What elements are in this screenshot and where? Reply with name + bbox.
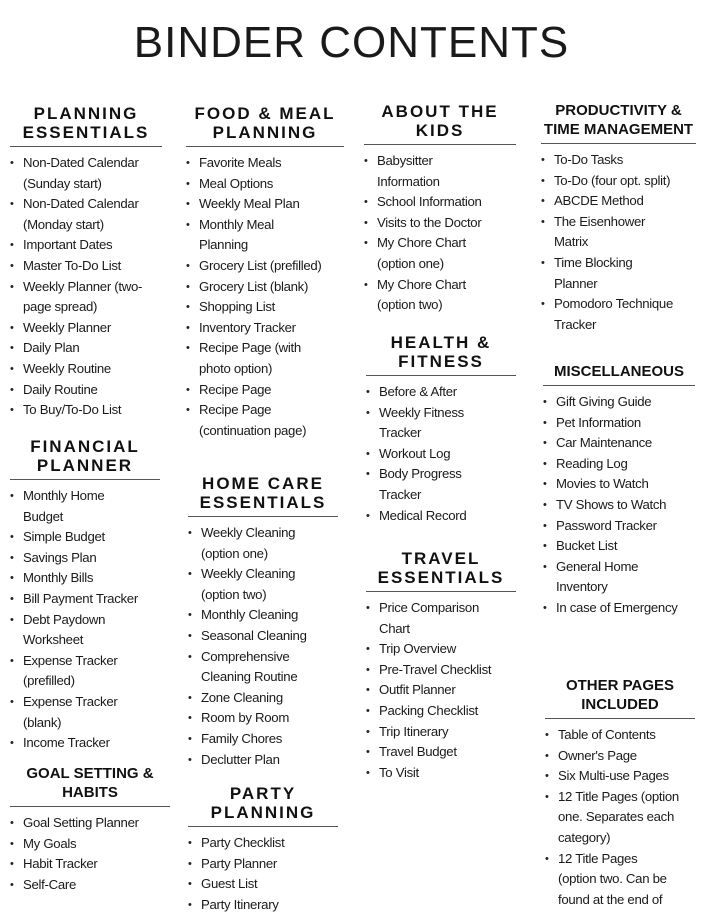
list-item-text: • Recipe Page (with <box>199 340 301 356</box>
list-item-text: • Favorite Meals <box>199 155 282 170</box>
list-item-text: • My Chore Chart <box>377 276 466 292</box>
section-heading <box>366 333 516 373</box>
list-item-text: • The Eisenhower <box>554 213 646 229</box>
list-item-text: • Party Planner <box>201 855 277 871</box>
heading-divider <box>10 146 162 147</box>
section-heading-line: ESSENTIALS <box>377 568 505 587</box>
list-item-text: • To-Do Tasks <box>554 152 624 167</box>
list-item-text: • Weekly Planner (two- <box>23 278 143 294</box>
list-item-text: • 12 Title Pages (option <box>558 788 679 804</box>
list-item-text: • ABCDE Method <box>554 193 644 209</box>
list-item-text: Tracker <box>554 316 597 332</box>
list-item-text: • My Chore Chart <box>377 235 466 251</box>
list-item <box>545 725 695 746</box>
section-heading <box>10 437 160 477</box>
list-item-text: • Babysitter <box>377 153 433 168</box>
section-goals <box>10 764 170 895</box>
item-list <box>543 392 695 619</box>
section-heading-line: INCLUDED <box>581 696 659 713</box>
list-item-text: • Trip Overview <box>379 641 456 657</box>
list-item-text: • Bucket List <box>556 538 618 554</box>
list-item <box>188 729 338 750</box>
list-item <box>10 854 170 875</box>
section-heading-line: FOOD & MEAL <box>194 104 336 123</box>
list-item <box>186 380 344 401</box>
list-item-text: • Bill Payment Tracker <box>23 590 138 606</box>
list-item-text: • Shopping List <box>199 299 276 315</box>
list-item <box>543 392 695 413</box>
list-item <box>10 568 160 589</box>
heading-divider <box>543 385 695 386</box>
list-item <box>541 294 696 335</box>
list-item-text: • Expense Tracker <box>23 652 118 668</box>
list-item <box>188 750 338 771</box>
section-heading-line: PLANNING <box>212 123 318 142</box>
heading-divider <box>188 516 338 517</box>
heading-divider <box>10 806 170 807</box>
list-item-text: • Packing Checklist <box>379 702 478 718</box>
list-item-text: • Car Maintenance <box>556 435 652 451</box>
list-item <box>10 733 160 754</box>
list-item-text: • Seasonal Cleaning <box>201 627 307 643</box>
list-item <box>188 854 338 875</box>
list-item <box>366 464 516 505</box>
list-item <box>366 722 516 743</box>
list-item <box>543 474 695 495</box>
section-heading-line: HABITS <box>62 784 118 801</box>
list-item-text: (Sunday start) <box>23 175 102 191</box>
list-item-text: Tracker <box>379 425 422 441</box>
list-item-text: • Simple Budget <box>23 529 105 545</box>
list-item-text: • Important Dates <box>23 237 113 253</box>
list-item <box>10 813 170 834</box>
list-item-text: • Party Checklist <box>201 835 285 850</box>
list-item-text: • Body Progress <box>379 466 462 482</box>
list-item-text: • Medical Record <box>379 507 467 523</box>
list-item-text: • Habit Tracker <box>23 856 98 872</box>
list-item-text: • Reading Log <box>556 455 628 471</box>
list-item <box>188 564 338 605</box>
section-heading-line: FINANCIAL <box>30 437 140 456</box>
list-item <box>188 874 338 895</box>
item-list <box>364 151 516 316</box>
list-item <box>543 495 695 516</box>
list-item <box>10 400 162 421</box>
list-item-text: • Declutter Plan <box>201 751 280 767</box>
list-item <box>10 235 162 256</box>
list-item <box>10 338 162 359</box>
section-planning <box>10 104 162 421</box>
list-item-text: (continuation page) <box>199 422 307 438</box>
list-item <box>188 833 338 854</box>
heading-divider <box>366 591 516 592</box>
list-item-text: • Savings Plan <box>23 549 97 565</box>
list-item-text: • To Visit <box>379 764 419 780</box>
section-heading-line: MISCELLANEOUS <box>553 363 684 380</box>
list-item-text: • In case of Emergency <box>556 599 678 615</box>
list-item <box>188 647 338 688</box>
list-item <box>186 297 344 318</box>
section-heading-line: HEALTH & <box>390 333 492 352</box>
list-item-text: • Recipe Page <box>199 381 272 397</box>
list-item-text: • 12 Title Pages <box>558 850 638 866</box>
list-item-text: • Monthly Cleaning <box>201 607 299 623</box>
list-item-text: Planner <box>554 275 598 291</box>
list-item-text: • To Buy/To-Do List <box>23 402 122 418</box>
item-list <box>188 523 338 770</box>
list-item-text: • My Goals <box>23 835 77 851</box>
list-item <box>10 318 162 339</box>
item-list <box>366 382 516 526</box>
list-item-text: • Inventory Tracker <box>199 319 296 335</box>
list-item-text: • Owner's Page <box>558 747 637 763</box>
list-item-text: page spread) <box>23 299 98 315</box>
list-item-text: • TV Shows to Watch <box>556 496 667 512</box>
section-heading <box>541 101 696 141</box>
list-item <box>10 486 160 527</box>
item-list <box>10 813 170 895</box>
list-item <box>366 382 516 403</box>
list-item-text: • Meal Options <box>199 175 274 191</box>
list-item-text: (option two) <box>377 297 443 313</box>
item-list <box>186 153 344 441</box>
list-item <box>543 413 695 434</box>
list-item <box>188 523 338 564</box>
list-item <box>366 701 516 722</box>
list-item-text: • Travel Budget <box>379 744 457 760</box>
list-item <box>541 253 696 294</box>
list-item <box>188 708 338 729</box>
page-title: BINDER CONTENTS <box>133 18 570 67</box>
list-item-text: • Daily Plan <box>23 340 80 356</box>
section-party <box>188 784 338 915</box>
list-item <box>543 557 695 598</box>
section-heading-line: TRAVEL <box>401 549 481 568</box>
list-item <box>10 277 162 318</box>
list-item <box>543 536 695 557</box>
list-item-text: • Monthly Meal <box>199 216 274 232</box>
heading-divider <box>364 144 516 145</box>
section-heading <box>366 549 516 589</box>
list-item-text: Budget <box>23 508 63 524</box>
heading-divider <box>541 143 696 144</box>
list-item-text: (prefilled) <box>23 673 75 689</box>
list-item <box>541 171 696 192</box>
list-item <box>366 660 516 681</box>
list-item <box>545 849 695 911</box>
list-item <box>10 548 160 569</box>
list-item-text: • Weekly Cleaning <box>201 566 296 582</box>
section-heading <box>545 676 695 716</box>
list-item <box>188 688 338 709</box>
list-item-text: • Trip Itinerary <box>379 723 449 739</box>
section-heading-line: FITNESS <box>398 352 484 371</box>
list-item <box>10 380 162 401</box>
list-item-text: one. Separates each <box>558 809 675 825</box>
section-heading <box>543 362 695 383</box>
list-item <box>366 639 516 660</box>
list-item <box>186 153 344 174</box>
list-item <box>10 589 160 610</box>
list-item-text: photo option) <box>199 360 273 376</box>
list-item <box>545 766 695 787</box>
list-item-text: Cleaning Routine <box>201 669 298 685</box>
list-item-text: • Weekly Meal Plan <box>199 196 300 212</box>
list-item-text: • Non-Dated Calendar <box>23 196 139 212</box>
list-item <box>186 256 344 277</box>
section-heading-line: PLANNING <box>210 803 316 822</box>
heading-divider <box>188 826 338 827</box>
section-heading-line: OTHER PAGES <box>565 677 675 694</box>
list-item <box>364 233 516 274</box>
list-item <box>366 444 516 465</box>
list-item-text: • Daily Routine <box>23 381 98 397</box>
list-item-text: • Price Comparison <box>379 600 480 615</box>
section-heading-line: PLANNING <box>33 104 139 123</box>
list-item <box>366 763 516 784</box>
list-item <box>186 215 344 256</box>
heading-divider <box>10 479 160 480</box>
list-item <box>10 651 160 692</box>
list-item <box>186 318 344 339</box>
list-item-text: • Visits to the Doctor <box>377 214 482 230</box>
list-item-text: • Monthly Home <box>23 488 105 503</box>
item-list <box>366 598 516 783</box>
item-list <box>545 725 695 910</box>
list-item <box>10 256 162 277</box>
list-item-text: • General Home <box>556 558 639 574</box>
item-list <box>541 150 696 335</box>
section-heading <box>10 764 170 804</box>
list-item-text: • Expense Tracker <box>23 693 118 709</box>
heading-divider <box>186 146 344 147</box>
list-item-text: • Comprehensive <box>201 648 290 664</box>
list-item-text: (option two) <box>201 586 267 602</box>
list-item-text: (option two. Can be <box>558 871 667 887</box>
list-item-text: Worksheet <box>23 632 84 648</box>
list-item <box>541 150 696 171</box>
item-list <box>10 486 160 754</box>
list-item-text: (option one) <box>201 545 268 561</box>
section-financial <box>10 437 160 754</box>
section-heading-line: TIME MANAGEMENT <box>543 121 694 138</box>
heading-divider <box>545 718 695 719</box>
list-item-text: • Movies to Watch <box>556 476 649 492</box>
list-item <box>186 194 344 215</box>
list-item-text: • Zone Cleaning <box>201 689 283 705</box>
list-item-text: • Pre-Travel Checklist <box>379 661 492 677</box>
section-heading-line: ESSENTIALS <box>22 123 150 142</box>
list-item-text: • Recipe Page <box>199 402 272 418</box>
section-food <box>186 104 344 441</box>
list-item <box>10 692 160 733</box>
list-item <box>186 400 344 441</box>
list-item-text: • Goal Setting Planner <box>23 815 139 830</box>
list-item-text: (Monday start) <box>23 216 104 232</box>
list-item-text: (blank) <box>23 714 62 730</box>
list-item-text: category) <box>558 829 611 845</box>
list-item <box>543 454 695 475</box>
section-heading <box>364 102 516 142</box>
list-item <box>364 213 516 234</box>
list-item <box>10 359 162 380</box>
list-item-text: found at the end of <box>558 891 663 907</box>
item-list <box>188 833 338 915</box>
list-item-text: Information <box>377 173 440 189</box>
section-heading-line: GOAL SETTING & <box>26 765 154 782</box>
list-item-text: • Weekly Routine <box>23 360 111 376</box>
list-item-text: Tracker <box>379 486 422 502</box>
list-item-text: • Table of Contents <box>558 727 656 742</box>
list-item <box>366 506 516 527</box>
list-item <box>188 895 338 915</box>
list-item-text: • To-Do (four opt. split) <box>554 172 671 188</box>
section-heading-line: ESSENTIALS <box>199 493 327 512</box>
list-item <box>366 680 516 701</box>
list-item-text: • Outfit Planner <box>379 682 456 698</box>
list-item-text: • Gift Giving Guide <box>556 394 652 409</box>
list-item-text: • Grocery List (prefilled) <box>199 257 322 273</box>
section-heading <box>188 784 338 824</box>
item-list <box>10 153 162 421</box>
list-item-text: (option one) <box>377 255 444 271</box>
list-item <box>10 875 170 896</box>
list-item <box>366 403 516 444</box>
section-heading-line: HOME CARE <box>202 474 324 493</box>
list-item <box>543 433 695 454</box>
list-item-text: • Debt Paydown <box>23 611 106 627</box>
list-item <box>10 610 160 651</box>
list-item <box>545 746 695 767</box>
section-heading <box>188 474 338 514</box>
list-item-text: • Non-Dated Calendar <box>23 155 139 170</box>
section-heading <box>10 104 162 144</box>
list-item-text: • Before & After <box>379 384 457 399</box>
list-item-text: • Guest List <box>201 876 258 892</box>
section-heading-line: PRODUCTIVITY & <box>555 102 682 119</box>
list-item <box>366 598 516 639</box>
section-kids <box>364 102 516 316</box>
section-misc <box>543 362 695 619</box>
heading-divider <box>366 375 516 376</box>
list-item-text: • Master To-Do List <box>23 257 121 273</box>
section-heading-line: PARTY <box>229 784 297 803</box>
list-item-text: • Pomodoro Technique <box>554 296 673 312</box>
list-item <box>364 151 516 192</box>
list-item-text: Inventory <box>556 579 608 595</box>
list-item <box>186 338 344 379</box>
section-health <box>366 333 516 526</box>
list-item <box>545 787 695 849</box>
list-item-text: • Workout Log <box>379 445 451 461</box>
list-item <box>186 277 344 298</box>
section-heading-line: KIDS <box>415 121 465 140</box>
list-item <box>541 212 696 253</box>
list-item <box>10 194 162 235</box>
section-homecare <box>188 474 338 770</box>
list-item-text: • Room by Room <box>201 710 290 726</box>
section-productivity <box>541 101 696 335</box>
list-item-text: Chart <box>379 620 410 636</box>
section-travel <box>366 549 516 783</box>
list-item-text: • Pet Information <box>556 414 641 430</box>
list-item <box>188 626 338 647</box>
section-heading-line: PLANNER <box>36 456 134 475</box>
list-item-text: • School Information <box>377 194 482 210</box>
section-heading-line: ABOUT THE <box>381 102 499 121</box>
section-heading <box>186 104 344 144</box>
list-item-text: Planning <box>199 237 248 253</box>
list-item <box>364 192 516 213</box>
list-item-text: • Monthly Bills <box>23 570 94 586</box>
section-other <box>545 676 695 910</box>
list-item <box>541 191 696 212</box>
list-item-text: • Weekly Planner <box>23 319 111 335</box>
list-item-text: • Party Itinerary <box>201 896 279 912</box>
list-item-text: • Family Chores <box>201 730 283 746</box>
list-item <box>188 605 338 626</box>
list-item-text: • Income Tracker <box>23 735 110 751</box>
list-item-text: Matrix <box>554 234 589 250</box>
list-item-text: • Weekly Cleaning <box>201 525 296 540</box>
list-item-text: • Self-Care <box>23 876 76 892</box>
list-item <box>366 742 516 763</box>
list-item <box>364 275 516 316</box>
list-item-text: • Six Multi-use Pages <box>558 768 669 784</box>
list-item <box>543 598 695 619</box>
list-item-text: • Password Tracker <box>556 517 657 533</box>
list-item-text: • Time Blocking <box>554 254 633 270</box>
list-item <box>10 153 162 194</box>
list-item-text: • Grocery List (blank) <box>199 278 309 294</box>
list-item <box>10 834 170 855</box>
list-item <box>543 516 695 537</box>
list-item <box>186 174 344 195</box>
list-item-text: • Weekly Fitness <box>379 404 464 420</box>
list-item <box>10 527 160 548</box>
